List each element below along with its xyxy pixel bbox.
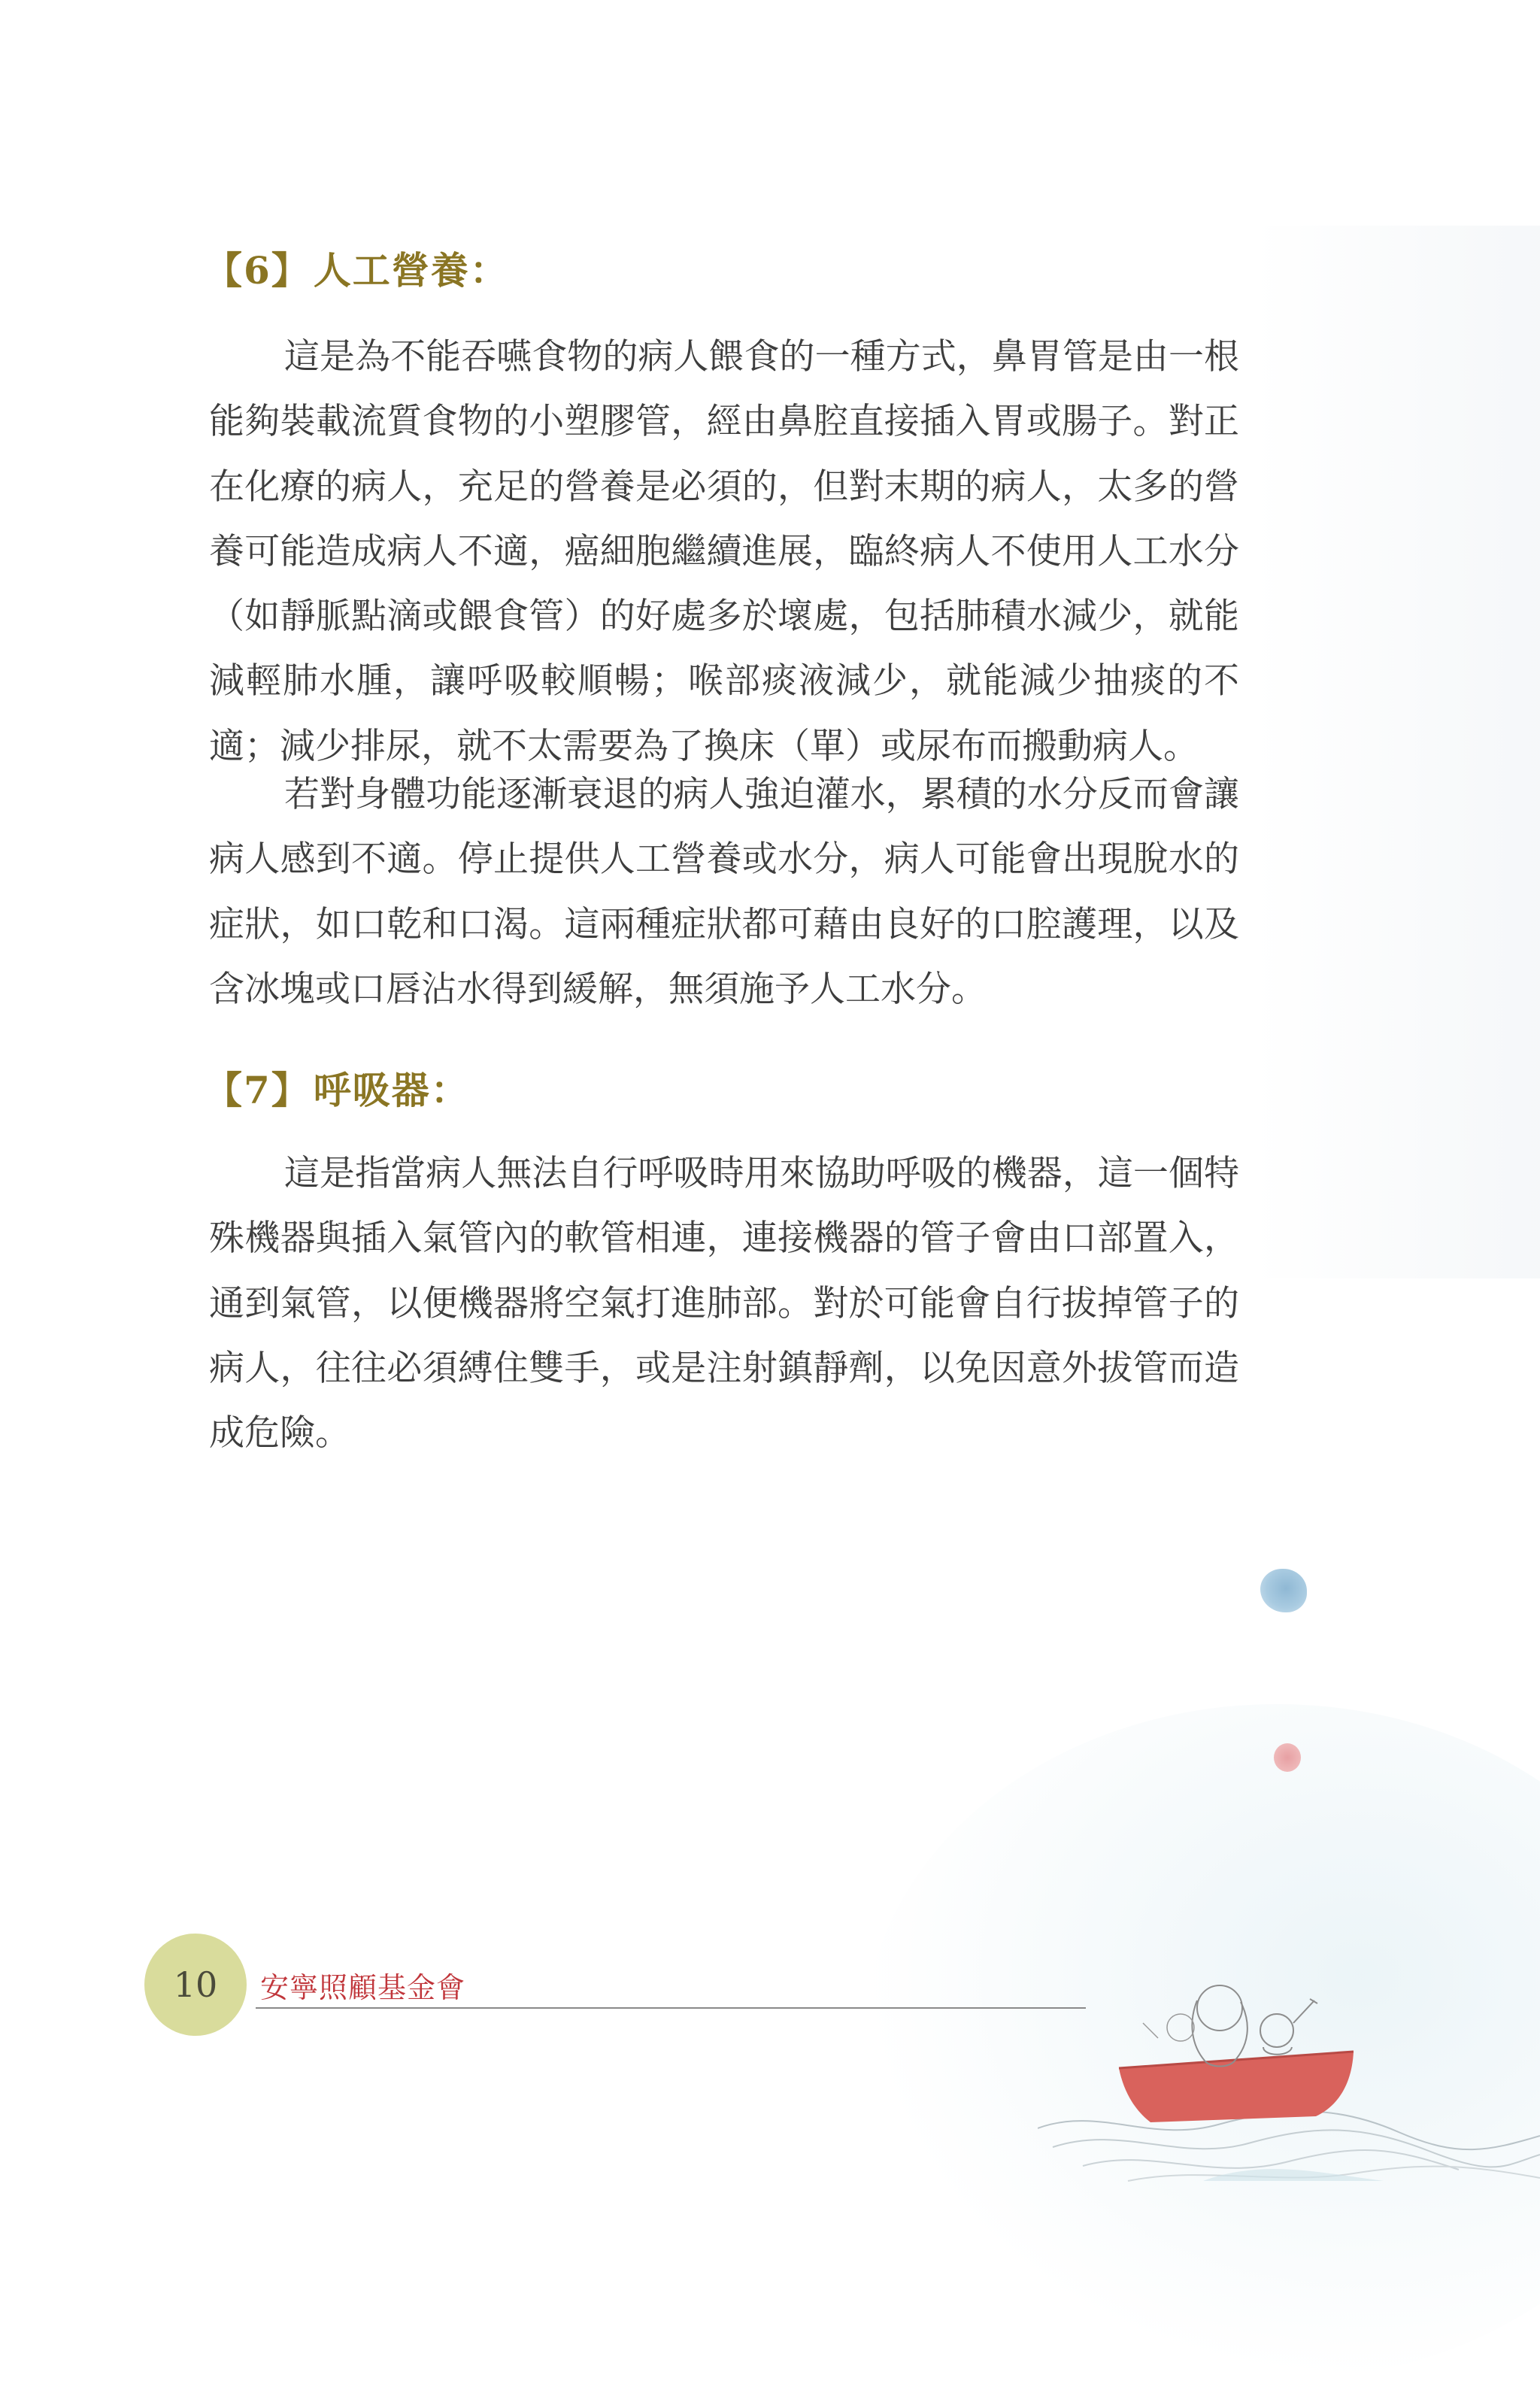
section-title: 人工營養：	[313, 248, 509, 293]
body-paragraph: 這是指當病人無法自行呼吸時用來協助呼吸的機器，這一個特殊機器與插入氣管內的軟管相連，連接機器的管子會由口部置入，通到氣管，以便機器將空氣打進肺部。對於可能會自行拔掉管子的病人，往往必須縛住雙手，或是注射鎮靜劑，以免因意外拔管而造成危險。	[209, 1153, 1239, 1454]
section-heading-6	[205, 241, 509, 295]
section-number: 【7】	[205, 1068, 311, 1112]
body-paragraph: 這是為不能吞嚥食物的病人餵食的一種方式，鼻胃管是由一根能夠裝載流質食物的小塑膠管，經由鼻腔直接插入胃或腸子。對正在化療的病人，充足的營養是必須的，但對末期的病人，太多的營養可能造成病人不適，癌細胞繼續進展，臨終病人不使用人工水分（如靜脈點滴或餵食管）的好處多於壞處，包括肺積水減少，就能減輕肺水腫，讓呼吸較順暢；喉部痰液減少，就能減少抽痰的不適；減少排尿，就不太需要為了換床（單）或尿布而搬動病人。	[209, 336, 1239, 767]
section-number: 【6】	[205, 248, 311, 293]
page-number: 10	[173, 1964, 218, 2005]
section-heading-7	[205, 1060, 470, 1115]
boat-illustration	[1038, 1955, 1540, 2185]
watercolor-dot-pink	[1274, 1743, 1301, 1772]
background-wash-side	[1254, 226, 1540, 1278]
watercolor-dot-blue	[1260, 1569, 1307, 1612]
section-title: 呼吸器：	[313, 1068, 470, 1112]
footer-divider	[256, 2007, 1086, 2009]
body-paragraph: 若對身體功能逐漸衰退的病人強迫灌水，累積的水分反而會讓病人感到不適。停止提供人工營養或水分，病人可能會出現脫水的症狀，如口乾和口渴。這兩種症狀都可藉由良好的口腔護理，以及含冰塊或口唇沾水得到緩解，無須施予人工水分。	[209, 774, 1239, 1010]
organization-name: 安寧照顧基金會	[260, 1971, 466, 2004]
